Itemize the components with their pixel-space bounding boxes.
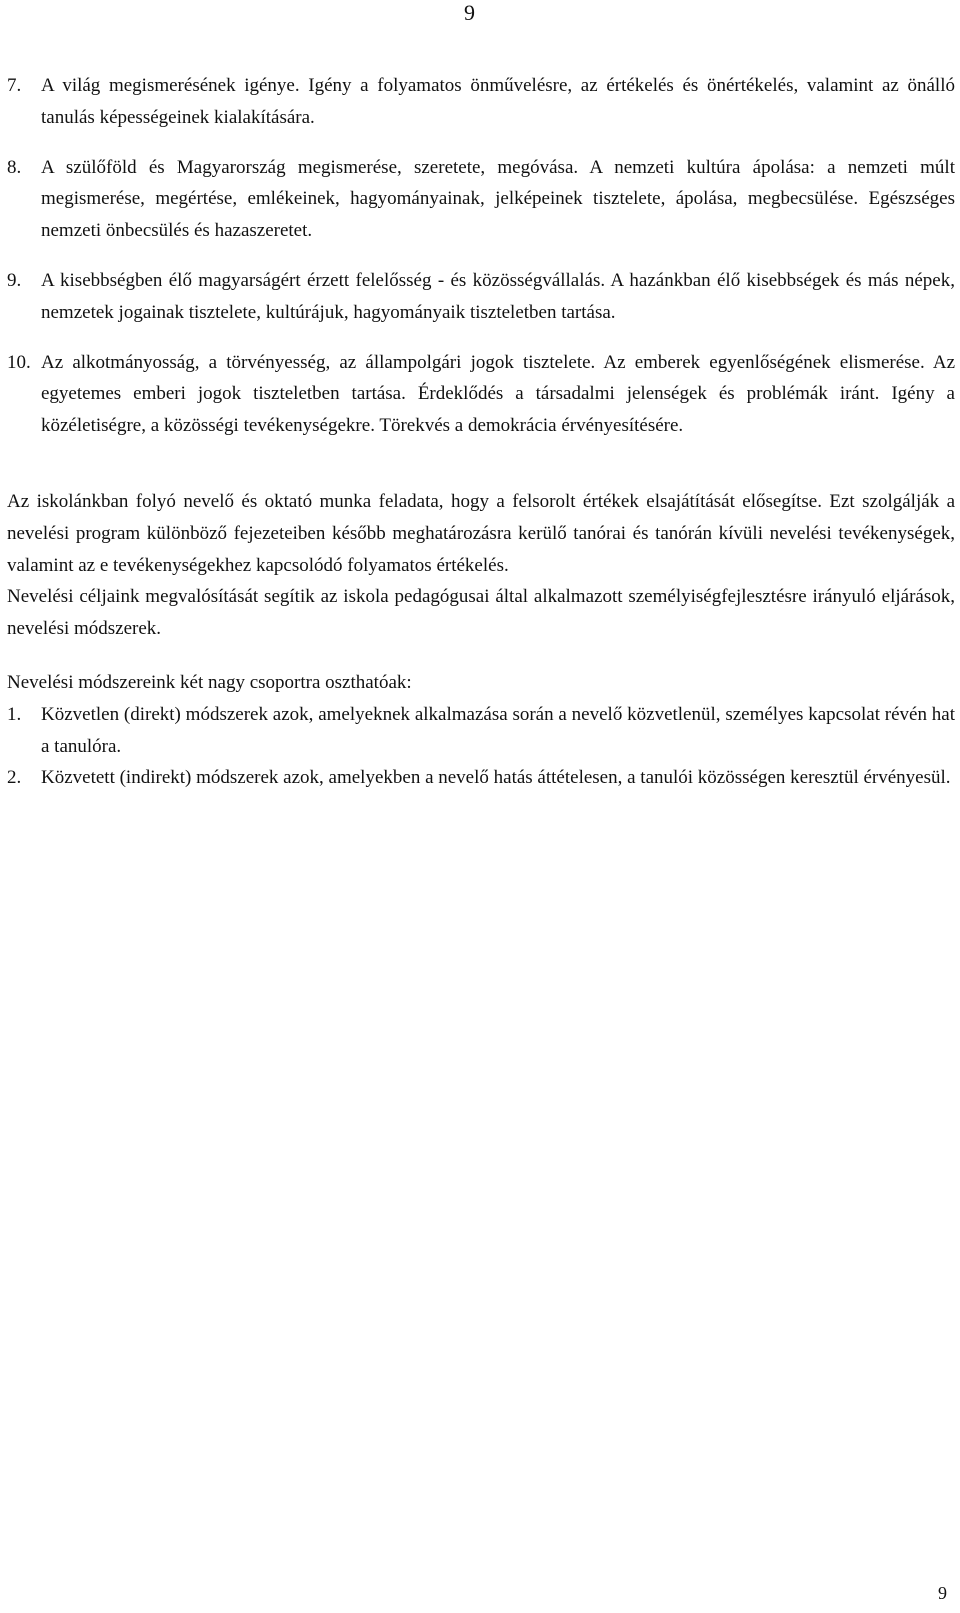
list-number: 10.: [7, 351, 31, 373]
list-item-10: [7, 347, 955, 442]
list-number: 8.: [7, 156, 22, 178]
method-item-1: [7, 699, 955, 763]
paragraph-method-groups: Nevelési módszereink két nagy csoportra oszthatóak:: [7, 671, 412, 693]
paragraph-tasks: Az iskolánkban folyó nevelő és oktató munka feladata, hogy a felsorolt értékek elsajátítását elősegítse. Ezt szolgálják a nevelési program különböző fejezeteiben később meghatározásra kerülő tanórai és tanórán kívüli nevelési tevékenységek, valamint az e tevékenységekhez kapcsolódó folyamatos értékelés.: [7, 490, 955, 576]
list-item-text: A kisebbségben élő magyarságért érzett felelősség - és közösségvállalás. A hazánkban élő kisebbségek és más népek, nemzetek jogainak tisztelete, kultúrájuk, hagyományaik tiszteletben tartása.: [41, 269, 955, 323]
list-item-text: Az alkotmányosság, a törvényesség, az állampolgári jogok tisztelete. Az emberek egyenlőségének elismerése. Az egyetemes emberi jogok tiszteletben tartása. Érdeklődés a társadalmi jelenségek és problémák iránt. Igény a közéletiségre, a közösségi tevékenységekre. Törekvés a demokrácia érvényesítésére.: [41, 351, 955, 437]
list-item-text: A világ megismerésének igénye. Igény a folyamatos önművelésre, az értékelés és önértékelés, valamint az önálló tanulás képességeinek kialakítására.: [41, 75, 955, 128]
list-number: 7.: [7, 75, 22, 96]
list-number: 1.: [7, 703, 22, 725]
document-body: [7, 70, 955, 794]
list-number: 9.: [7, 269, 22, 291]
paragraph-methods-intro: Nevelési céljaink megvalósítását segítik az iskola pedagógusai által alkalmazott személyiségfejlesztésre irányuló eljárások, nevelési módszerek.: [7, 586, 955, 640]
list-item-7: [7, 70, 955, 134]
method-item-text: Közvetlen (direkt) módszerek azok, amelyeknek alkalmazása során a nevelő közvetlenül, személyes kapcsolat révén hat a tanulóra.: [41, 703, 955, 757]
method-item-2: [7, 762, 955, 794]
method-item-text: Közvetett (indirekt) módszerek azok, amelyekben a nevelő hatás áttételesen, a tanulói közösségen keresztül érvényesül.: [41, 767, 951, 789]
list-number: 2.: [7, 767, 22, 789]
page-number-bottom: 9: [938, 1583, 947, 1603]
list-item-text: A szülőföld és Magyarország megismerése, szeretete, megóvása. A nemzeti kultúra ápolása: a nemzeti múlt megismerése, megértése, emlékeinek, hagyományainak, jelképeinek tisztelete, ápolása, megbecsülése. Egészséges nemzeti önbecsülés és hazaszeretet.: [41, 156, 955, 242]
list-item-9: [7, 265, 955, 329]
list-item-8: [7, 152, 955, 247]
page-number-top: 9: [464, 0, 475, 25]
